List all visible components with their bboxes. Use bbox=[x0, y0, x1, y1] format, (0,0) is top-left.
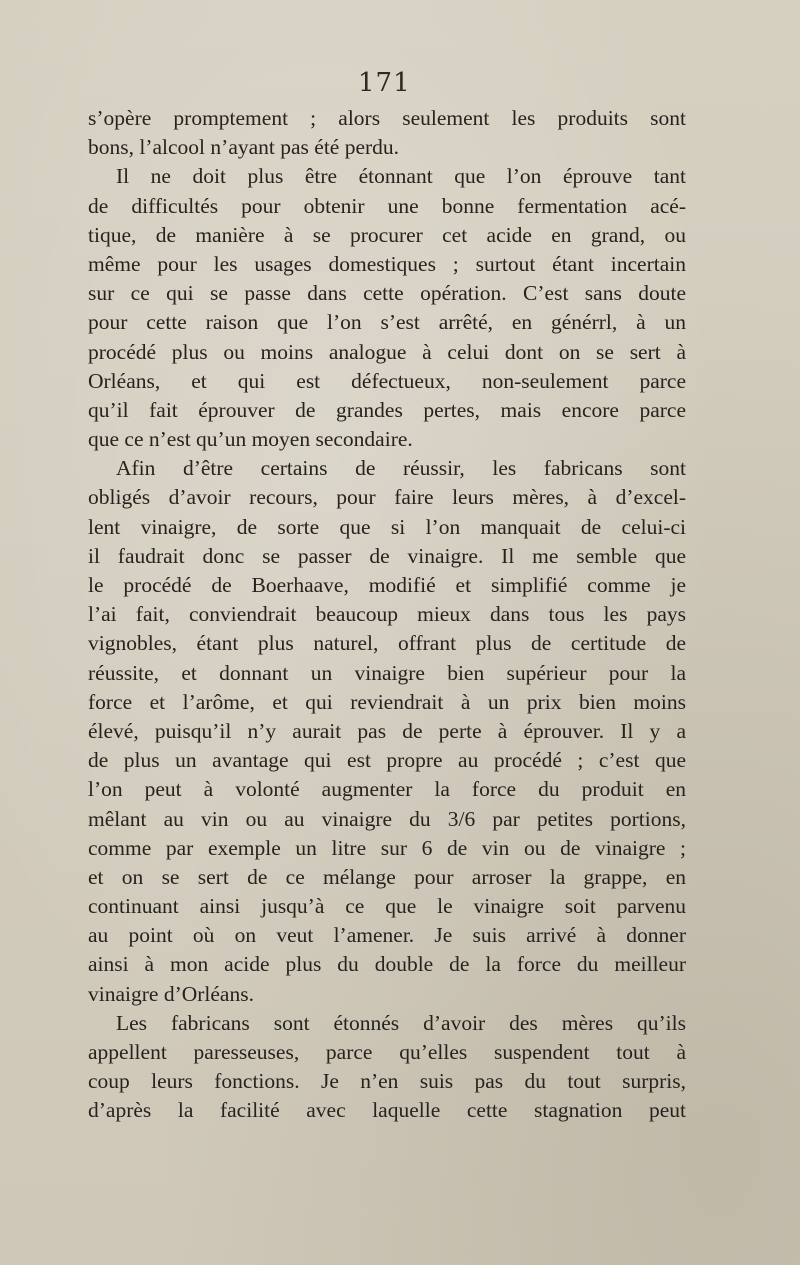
text-line: même pour les usages domestiques ; surtout étant incertain bbox=[88, 251, 686, 276]
text-line: l’ai fait, conviendrait beaucoup mieux dans tous les pays bbox=[88, 602, 686, 627]
text-line: d’après la facilité avec laquelle cette stagnation peut bbox=[88, 1098, 686, 1123]
text-line: au point où on veut l’amener. Je suis arrivé à donner bbox=[88, 923, 686, 948]
text-line: Les fabricans sont étonnés d’avoir des mères qu’ils bbox=[116, 1010, 686, 1035]
text-line: que ce n’est qu’un moyen secondaire. bbox=[88, 427, 413, 452]
text-line: l’on peut à volonté augmenter la force du produit en bbox=[88, 777, 686, 802]
text-line: Il ne doit plus être étonnant que l’on éprouve tant bbox=[116, 164, 686, 189]
text-line: qu’il fait éprouver de grandes pertes, mais encore parce bbox=[88, 397, 686, 422]
text-line: vinaigre d’Orléans. bbox=[88, 981, 254, 1006]
text-line: sur ce qui se passe dans cette opération. C’est sans doute bbox=[88, 281, 686, 306]
text-line: réussite, et donnant un vinaigre bien supérieur pour la bbox=[88, 660, 686, 685]
text-line: et on se sert de ce mélange pour arroser la grappe, en bbox=[88, 864, 686, 889]
text-line: continuant ainsi jusqu’à ce que le vinaigre soit parvenu bbox=[88, 894, 686, 919]
text-line: s’opère promptement ; alors seulement les produits sont bbox=[88, 106, 686, 130]
text-line: force et l’arôme, et qui reviendrait à un prix bien moins bbox=[88, 689, 686, 714]
text-line: de difficultés pour obtenir une bonne fermentation acé- bbox=[88, 193, 686, 218]
text-line: appellent paresseuses, parce qu’elles suspendent tout à bbox=[88, 1040, 686, 1064]
text-line: il faudrait donc se passer de vinaigre. Il me semble que bbox=[88, 543, 686, 568]
text-line: tique, de manière à se procurer cet acide en grand, ou bbox=[88, 222, 686, 247]
text-line: vignobles, étant plus naturel, offrant plus de certitude de bbox=[88, 631, 686, 656]
text-line: élevé, puisqu’il n’y aurait pas de perte à éprouver. Il y a bbox=[88, 718, 686, 743]
text-line: de plus un avantage qui est propre au procédé ; c’est que bbox=[88, 748, 686, 773]
text-line: obligés d’avoir recours, pour faire leurs mères, à d’excel- bbox=[88, 485, 686, 510]
text-line: comme par exemple un litre sur 6 de vin ou de vinaigre ; bbox=[88, 835, 686, 860]
text-line: pour cette raison que l’on s’est arrêté, en générrl, à un bbox=[88, 310, 686, 335]
text-line: ainsi à mon acide plus du double de la force du meilleur bbox=[88, 952, 686, 977]
text-line: Orléans, et qui est défectueux, non-seulement parce bbox=[88, 368, 686, 393]
text-line: procédé plus ou moins analogue à celui dont on se sert à bbox=[88, 339, 686, 364]
body-text bbox=[88, 104, 686, 1126]
text-line: mêlant au vin ou au vinaigre du 3/6 par petites portions, bbox=[88, 806, 686, 831]
text-line: coup leurs fonctions. Je n’en suis pas du tout surpris, bbox=[88, 1069, 686, 1094]
page-number: 171 bbox=[358, 68, 411, 98]
text-line: Afin d’être certains de réussir, les fabricans sont bbox=[116, 456, 686, 481]
text-line: bons, l’alcool n’ayant pas été perdu. bbox=[88, 135, 400, 160]
text-line: lent vinaigre, de sorte que si l’on manquait de celui-ci bbox=[88, 514, 686, 539]
text-line: le procédé de Boerhaave, modifié et simplifié comme je bbox=[88, 573, 686, 597]
